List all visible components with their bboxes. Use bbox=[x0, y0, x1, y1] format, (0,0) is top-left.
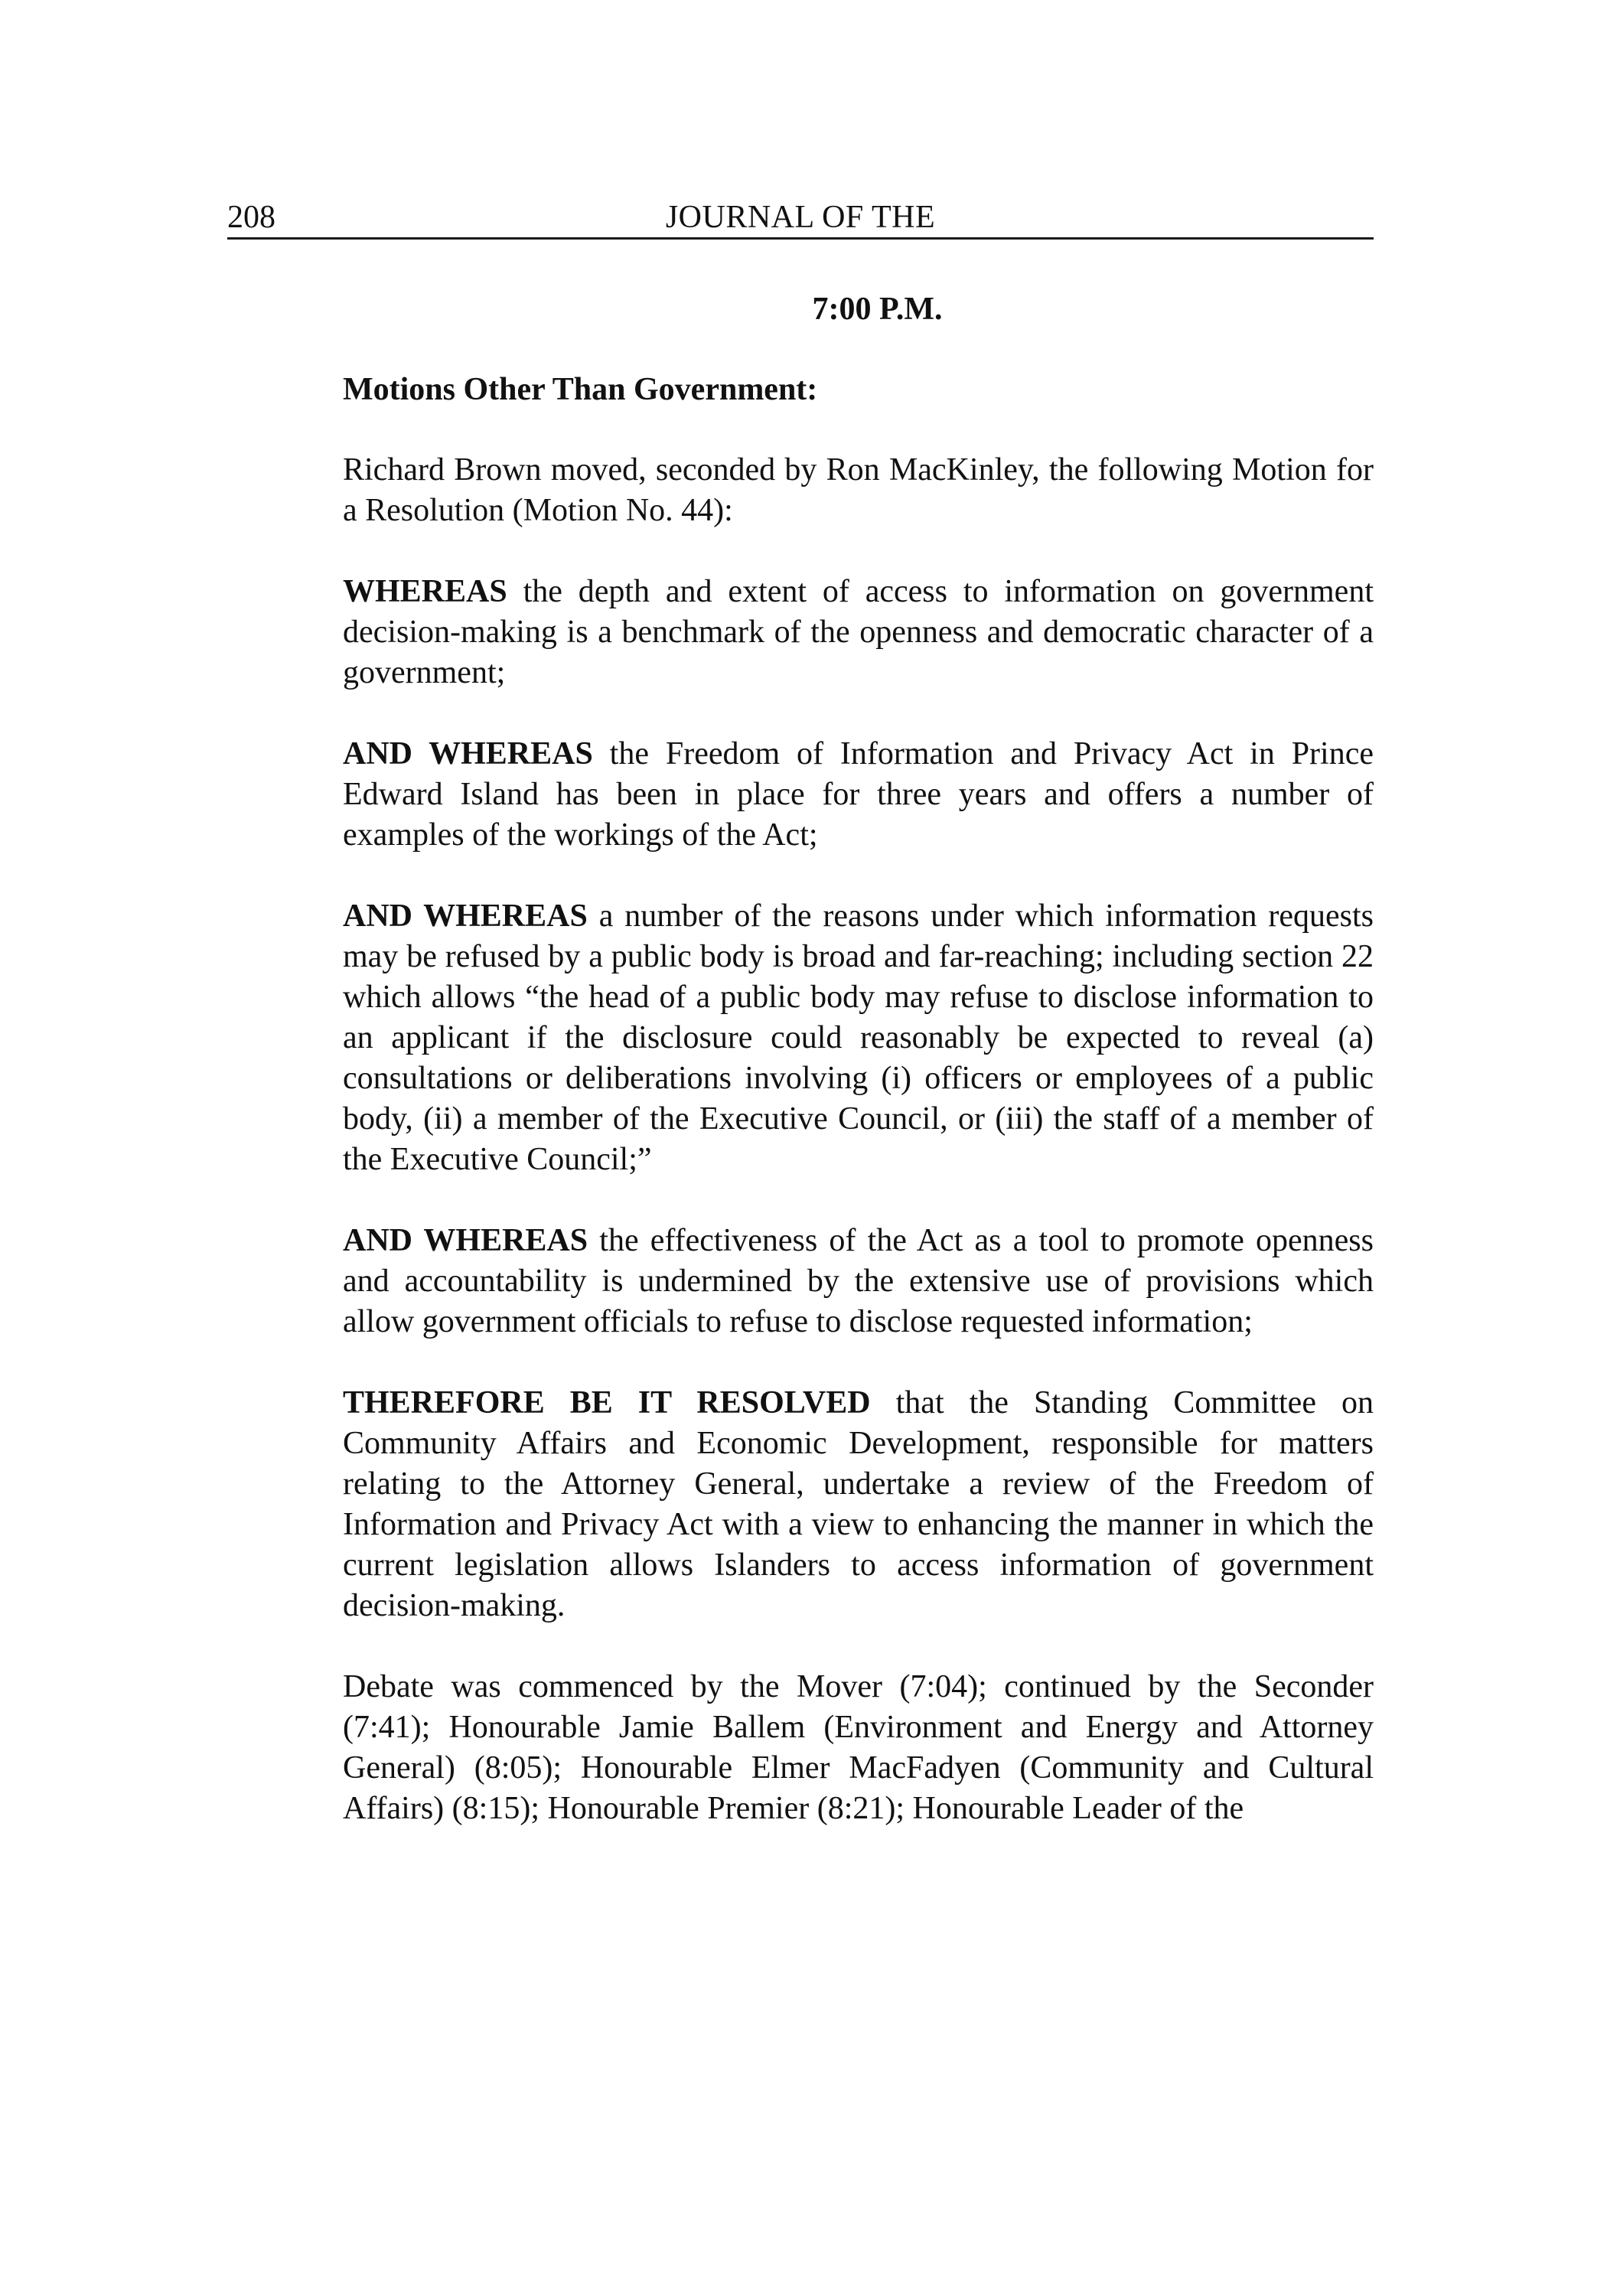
clause-lead: WHEREAS bbox=[343, 574, 507, 609]
running-header bbox=[227, 197, 1374, 240]
journal-title: JOURNAL OF THE bbox=[665, 200, 936, 235]
page-number: 208 bbox=[227, 200, 275, 235]
resolved-clause bbox=[343, 1383, 1374, 1626]
journal-body bbox=[343, 289, 1374, 1870]
section-heading: Motions Other Than Government: bbox=[343, 372, 818, 407]
clause-text: the effectiveness of the Act as a tool to promote openness and accountability is undermined by the extensive use of provisions which allow government officials to refuse to disclose requested information; bbox=[343, 1223, 1374, 1339]
clause-lead: AND WHEREAS bbox=[343, 899, 588, 934]
whereas-clause-4 bbox=[343, 1221, 1374, 1342]
clause-lead: AND WHEREAS bbox=[343, 736, 593, 771]
whereas-clause-2 bbox=[343, 734, 1374, 856]
clause-text: a number of the reasons under which information requests may be refused by a public body is broad and far-reaching; including section 22 which allows “the head of a public body may refuse to disclose information to an applicant if the disclosure could reasonably be expected to reveal (a) consultations or deliberations involving (i) officers or employees of a public body, (ii) a member of the Executive Council, or (iii) the staff of a member of the Executive Council;” bbox=[343, 899, 1374, 1177]
clause-text: that the Standing Committee on Community Affairs and Economic Development, responsible for matters relating to the Attorney General, undertake a review of the Freedom of Information and Privacy Act with a view to enhancing the manner in which the current legislation allows Islanders to access information of government decision-making. bbox=[343, 1385, 1374, 1623]
whereas-clause-3 bbox=[343, 896, 1374, 1180]
clause-text: the Freedom of Information and Privacy Act in Prince Edward Island has been in place for three years and offers a number of examples of the workings of the Act; bbox=[343, 736, 1374, 853]
clause-lead: THEREFORE BE IT RESOLVED bbox=[343, 1385, 871, 1420]
time-heading: 7:00 P.M. bbox=[812, 292, 943, 327]
debate-paragraph: Debate was commenced by the Mover (7:04); continued by the Seconder (7:41); Honourable Jamie Ballem (Environment and Energy and Attorney General) (8:05); Honourable Elmer MacFadyen (Community and Cultural Affairs) (8:15); Honourable Premier (8:21); Honourable Leader of the bbox=[343, 1669, 1374, 1826]
clause-text: the depth and extent of access to information on government decision-making is a benchmark of the openness and democratic character of a government; bbox=[343, 574, 1374, 690]
clause-lead: AND WHEREAS bbox=[343, 1223, 588, 1258]
whereas-clause-1 bbox=[343, 572, 1374, 693]
motion-intro: Richard Brown moved, seconded by Ron MacKinley, the following Motion for a Resolution (Motion No. 44): bbox=[343, 452, 1374, 528]
